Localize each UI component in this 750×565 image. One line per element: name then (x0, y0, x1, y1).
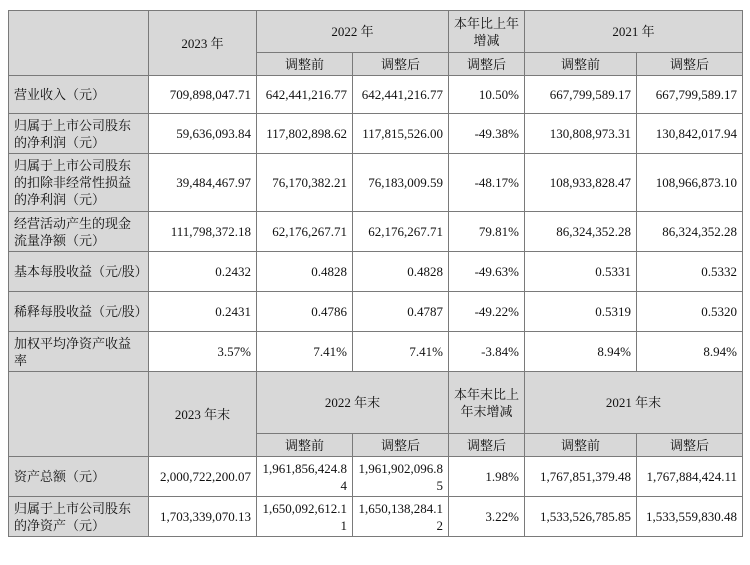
value-2022-after: 117,815,526.00 (353, 114, 449, 154)
table-row (9, 497, 743, 537)
value-2021-before: 1,533,526,785.85 (525, 497, 637, 537)
subheader-change-after: 调整后 (449, 53, 525, 76)
value-2023: 0.2431 (149, 292, 257, 332)
value-change: 3.22% (449, 497, 525, 537)
subheader-2021-after: 调整后 (637, 434, 743, 457)
value-2021-after: 130,842,017.94 (637, 114, 743, 154)
table-row (9, 252, 743, 292)
row-label: 归属于上市公司股东的扣除非经常性损益的净利润（元） (9, 154, 149, 212)
subheader-2022-before: 调整前 (257, 53, 353, 76)
value-2022-before: 117,802,898.62 (257, 114, 353, 154)
table-row (9, 332, 743, 372)
value-change: 10.50% (449, 76, 525, 114)
row-label: 加权平均净资产收益率 (9, 332, 149, 372)
value-2023: 3.57% (149, 332, 257, 372)
row-label: 归属于上市公司股东的净利润（元） (9, 114, 149, 154)
value-change: -48.17% (449, 154, 525, 212)
subheader-2022-before: 调整前 (257, 434, 353, 457)
value-2021-after: 108,966,873.10 (637, 154, 743, 212)
value-2022-after: 0.4787 (353, 292, 449, 332)
value-2023: 709,898,047.71 (149, 76, 257, 114)
value-2021-after: 1,533,559,830.48 (637, 497, 743, 537)
value-change: -49.22% (449, 292, 525, 332)
header-2023-end: 2023 年末 (149, 372, 257, 457)
value-2022-before: 76,170,382.21 (257, 154, 353, 212)
value-2021-before: 108,933,828.47 (525, 154, 637, 212)
value-2021-after: 0.5332 (637, 252, 743, 292)
subheader-2022-after: 调整后 (353, 53, 449, 76)
value-2021-before: 667,799,589.17 (525, 76, 637, 114)
value-2022-before: 0.4786 (257, 292, 353, 332)
table-row (9, 292, 743, 332)
row-label: 基本每股收益（元/股） (9, 252, 149, 292)
table-row (9, 114, 743, 154)
subheader-2021-before: 调整前 (525, 434, 637, 457)
row-label: 归属于上市公司股东的净资产（元） (9, 497, 149, 537)
value-2023: 1,703,339,070.13 (149, 497, 257, 537)
value-2023: 2,000,722,200.07 (149, 457, 257, 497)
table-row (9, 76, 743, 114)
value-2021-after: 0.5320 (637, 292, 743, 332)
value-2022-after: 7.41% (353, 332, 449, 372)
value-2021-after: 1,767,884,424.11 (637, 457, 743, 497)
value-2023: 0.2432 (149, 252, 257, 292)
header-2023: 2023 年 (149, 11, 257, 76)
value-2022-before: 1,650,092,612.11 (257, 497, 353, 537)
subheader-2021-before: 调整前 (525, 53, 637, 76)
value-2022-before: 62,176,267.71 (257, 212, 353, 252)
value-2022-after: 1,961,902,096.85 (353, 457, 449, 497)
header-change: 本年比上年增减 (449, 11, 525, 53)
header-change-end: 本年末比上年末增减 (449, 372, 525, 434)
value-2021-after: 667,799,589.17 (637, 76, 743, 114)
value-2021-before: 0.5319 (525, 292, 637, 332)
section1-corner-cell (9, 11, 149, 76)
subheader-2021-after: 调整后 (637, 53, 743, 76)
subheader-2022-after: 调整后 (353, 434, 449, 457)
header-2022-end: 2022 年末 (257, 372, 449, 434)
value-2022-after: 0.4828 (353, 252, 449, 292)
financial-data-table (8, 10, 743, 537)
row-label: 营业收入（元） (9, 76, 149, 114)
subheader-change-after: 调整后 (449, 434, 525, 457)
table-row (9, 154, 743, 212)
row-label: 经营活动产生的现金流量净额（元） (9, 212, 149, 252)
value-2021-after: 8.94% (637, 332, 743, 372)
value-2023: 59,636,093.84 (149, 114, 257, 154)
value-2021-before: 86,324,352.28 (525, 212, 637, 252)
value-2022-after: 642,441,216.77 (353, 76, 449, 114)
value-2022-after: 76,183,009.59 (353, 154, 449, 212)
value-2021-before: 0.5331 (525, 252, 637, 292)
value-2021-after: 86,324,352.28 (637, 212, 743, 252)
value-change: -49.63% (449, 252, 525, 292)
value-change: 1.98% (449, 457, 525, 497)
header-2022: 2022 年 (257, 11, 449, 53)
value-2023: 39,484,467.97 (149, 154, 257, 212)
value-2021-before: 1,767,851,379.48 (525, 457, 637, 497)
section2-corner-cell (9, 372, 149, 457)
value-change: -3.84% (449, 332, 525, 372)
financial-data-table-wrapper (8, 10, 743, 537)
value-change: 79.81% (449, 212, 525, 252)
section1-header-row (9, 11, 743, 53)
table-row (9, 212, 743, 252)
value-2022-before: 642,441,216.77 (257, 76, 353, 114)
value-2023: 111,798,372.18 (149, 212, 257, 252)
header-2021: 2021 年 (525, 11, 743, 53)
section2-header-row (9, 372, 743, 434)
value-2022-after: 62,176,267.71 (353, 212, 449, 252)
value-2022-before: 0.4828 (257, 252, 353, 292)
value-2022-after: 1,650,138,284.12 (353, 497, 449, 537)
table-row (9, 457, 743, 497)
value-change: -49.38% (449, 114, 525, 154)
value-2021-before: 8.94% (525, 332, 637, 372)
value-2021-before: 130,808,973.31 (525, 114, 637, 154)
row-label: 稀释每股收益（元/股） (9, 292, 149, 332)
value-2022-before: 7.41% (257, 332, 353, 372)
header-2021-end: 2021 年末 (525, 372, 743, 434)
row-label: 资产总额（元） (9, 457, 149, 497)
value-2022-before: 1,961,856,424.84 (257, 457, 353, 497)
